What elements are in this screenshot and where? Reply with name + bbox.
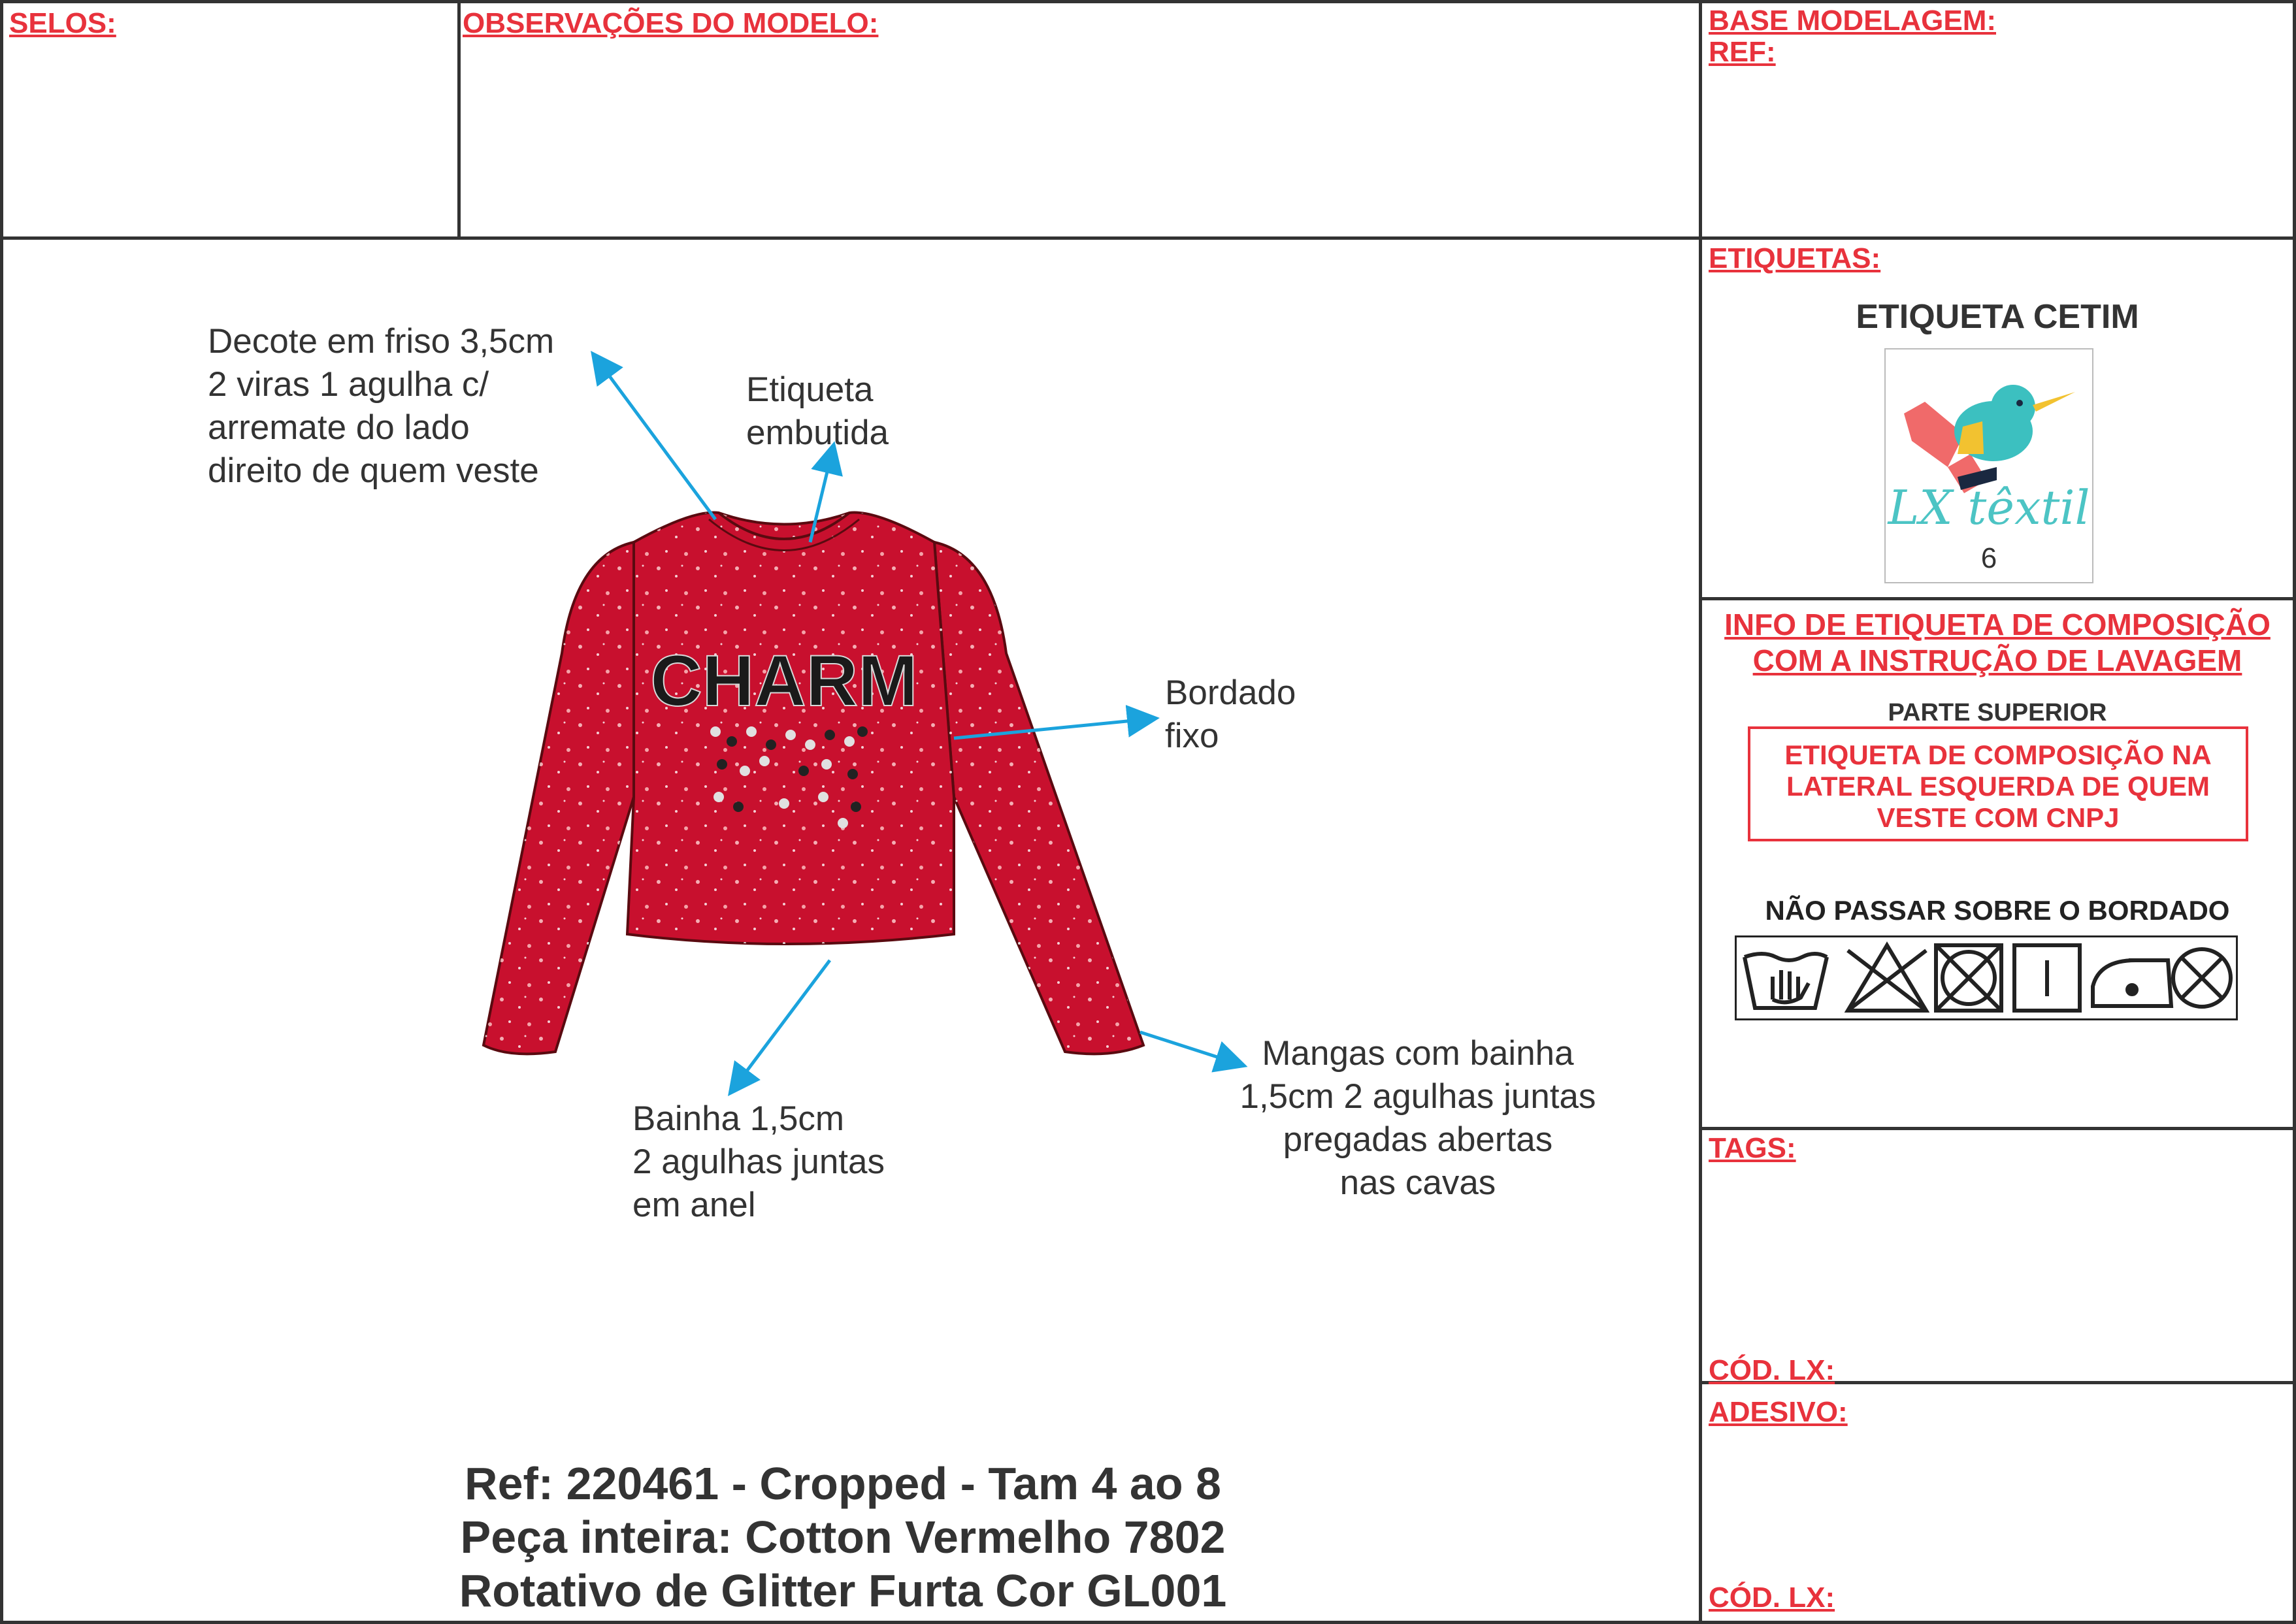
etiquetas-label: ETIQUETAS: [1709, 242, 1881, 274]
no-dry-clean-icon [2173, 949, 2231, 1007]
tags-cell [1699, 1127, 2296, 1384]
composicao-heading-2: COM A INSTRUÇÃO DE LAVAGEM [1752, 643, 2242, 677]
note-bainha: Bainha 1,5cm 2 agulhas juntas em anel [632, 1099, 885, 1224]
note-decote: Decote em friso 3,5cm 2 viras 1 agulha c/ arremate do lado direito de quem veste [208, 322, 555, 490]
iron-low-icon [2093, 960, 2171, 1006]
composicao-box-line-3: VESTE COM CNPJ [1877, 802, 2120, 833]
brand-text: LX têxtil [1888, 480, 2090, 535]
no-bleach-icon [1848, 945, 1926, 1011]
footer-line-3: Rotativo de Glitter Furta Cor GL001 [459, 1565, 1227, 1616]
adesivo-cod-label: CÓD. LX: [1709, 1582, 1835, 1614]
parte-superior-label: PARTE SUPERIOR [1888, 699, 2107, 726]
composicao-box [1748, 726, 2248, 841]
size-text: 6 [1980, 542, 1997, 574]
line-dry-icon [2014, 945, 2080, 1011]
charm-print: CHARM [650, 641, 918, 721]
arrow-bordado [954, 719, 1153, 738]
note-mangas: Mangas com bainha 1,5cm 2 agulhas juntas pregadas abertas nas cavas [1239, 1034, 1596, 1202]
arrow-bainha [732, 960, 830, 1091]
observacoes-label: OBSERVAÇÕES DO MODELO: [463, 7, 879, 39]
no-tumble-dry-icon [1936, 945, 2001, 1011]
footer-line-1: Ref: 220461 - Cropped - Tam 4 ao 8 [465, 1458, 1221, 1509]
composicao-box-line-1: ETIQUETA DE COMPOSIÇÃO NA [1784, 739, 2212, 770]
note-bordado: Bordado fixo [1165, 674, 1296, 755]
footer-line-2: Peça inteira: Cotton Vermelho 7802 [460, 1512, 1226, 1563]
arrow-etiqueta [810, 447, 833, 542]
etiqueta-cetim-title: ETIQUETA CETIM [1856, 298, 2139, 336]
base-modelagem-label: BASE MODELAGEM: [1709, 5, 1996, 37]
selos-label: SELOS: [9, 7, 116, 39]
arrow-decote [595, 356, 715, 519]
tags-cod-label: CÓD. LX: [1709, 1354, 1835, 1386]
footer-reference [366, 1457, 1320, 1617]
adesivo-label: ADESIVO: [1709, 1396, 1848, 1428]
care-symbols-strip [1735, 935, 2238, 1020]
composicao-box-line-2: LATERAL ESQUERDA DE QUEM [1786, 771, 2210, 802]
composicao-heading-1: INFO DE ETIQUETA DE COMPOSIÇÃO [1724, 608, 2271, 641]
satin-label [1884, 348, 2093, 583]
ref-label: REF: [1709, 36, 1776, 68]
hand-wash-icon [1745, 954, 1827, 1008]
tags-label: TAGS: [1709, 1132, 1796, 1164]
nao-passar-warning: NÃO PASSAR SOBRE O BORDADO [1765, 895, 2230, 926]
note-etiqueta: Etiqueta embutida [746, 370, 889, 452]
